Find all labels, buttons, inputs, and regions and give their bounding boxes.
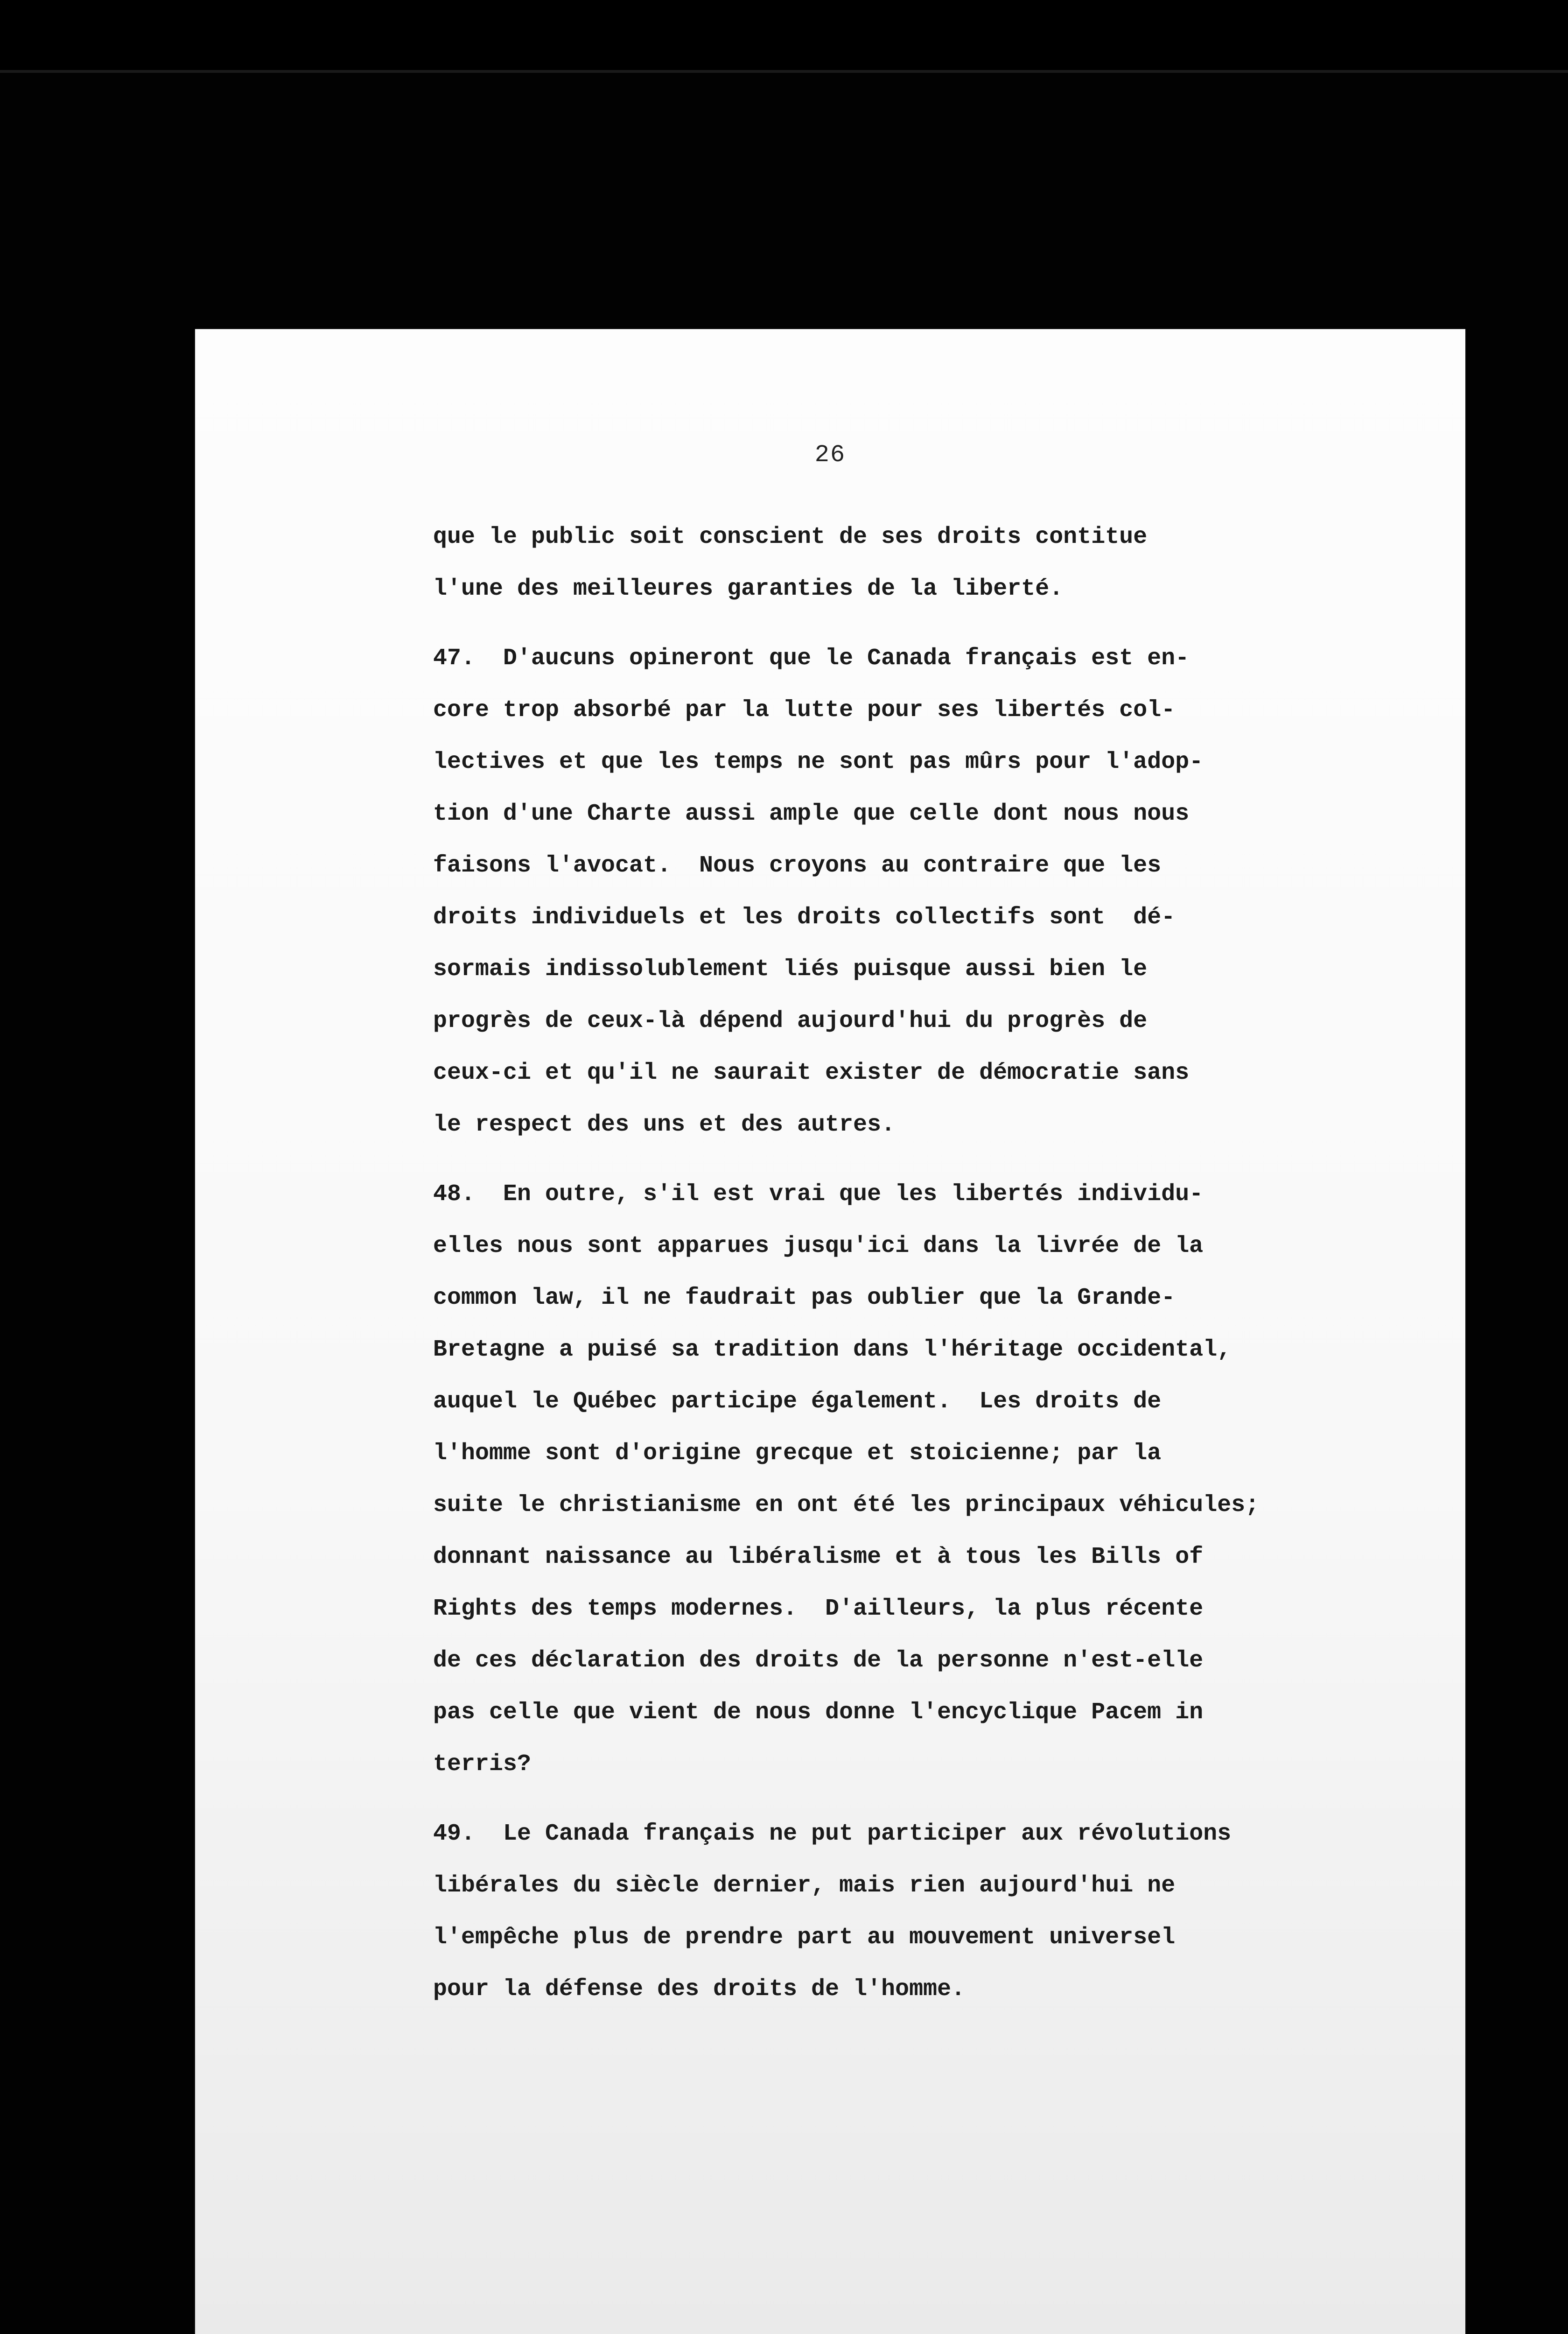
document-body	[433, 511, 1413, 2033]
text-line: elles nous sont apparues jusqu'ici dans la livrée de la	[433, 1233, 1204, 1259]
text-line: l'homme sont d'origine grecque et stoicienne; par la	[433, 1440, 1162, 1467]
text-line: 48. En outre, s'il est vrai que les libertés individu-	[433, 1181, 1204, 1208]
paragraph	[433, 633, 1413, 1151]
text-line: auquel le Québec participe également. Les droits de	[433, 1388, 1162, 1415]
text-line: suite le christianisme en ont été les principaux véhicules;	[433, 1492, 1260, 1519]
text-line: l'empêche plus de prendre part au mouvement universel	[433, 1924, 1176, 1951]
paragraph	[433, 1168, 1413, 1790]
text-line: l'une des meilleures garanties de la liberté.	[433, 576, 1064, 602]
text-line: de ces déclaration des droits de la personne n'est-elle	[433, 1647, 1204, 1674]
text-line: faisons l'avocat. Nous croyons au contraire que les	[433, 852, 1162, 879]
text-line: libérales du siècle dernier, mais rien aujourd'hui ne	[433, 1872, 1176, 1899]
text-line: core trop absorbé par la lutte pour ses libertés col-	[433, 697, 1176, 724]
text-line: progrès de ceux-là dépend aujourd'hui du progrès de	[433, 1008, 1148, 1034]
text-line: Bretagne a puisé sa tradition dans l'héritage occidental,	[433, 1336, 1232, 1363]
text-line: 49. Le Canada français ne put participer aux révolutions	[433, 1821, 1232, 1847]
text-line: droits individuels et les droits collectifs sont dé-	[433, 904, 1176, 931]
text-line: donnant naissance au libéralisme et à tous les Bills of	[433, 1544, 1204, 1570]
document-page	[195, 329, 1465, 2334]
text-line: 47. D'aucuns opineront que le Canada français est en-	[433, 645, 1190, 672]
text-line: pas celle que vient de nous donne l'encyclique Pacem in	[433, 1699, 1204, 1726]
paragraph	[433, 1808, 1413, 2015]
text-line: que le public soit conscient de ses droits contitue	[433, 524, 1148, 550]
text-line: tion d'une Charte aussi ample que celle dont nous nous	[433, 801, 1190, 827]
paragraph	[433, 511, 1413, 615]
text-line: lectives et que les temps ne sont pas mûrs pour l'adop-	[433, 749, 1204, 775]
text-line: common law, il ne faudrait pas oublier que la Grande-	[433, 1285, 1176, 1311]
text-line: ceux-ci et qu'il ne saurait exister de démocratie sans	[433, 1060, 1190, 1086]
text-line: Rights des temps modernes. D'ailleurs, la plus récente	[433, 1596, 1204, 1622]
film-edge-top	[0, 0, 1568, 73]
page-number: 26	[814, 441, 846, 469]
text-line: sormais indissolublement liés puisque aussi bien le	[433, 956, 1148, 983]
text-line: le respect des uns et des autres.	[433, 1111, 896, 1138]
text-line: terris?	[433, 1751, 532, 1778]
text-line: pour la défense des droits de l'homme.	[433, 1976, 966, 2003]
